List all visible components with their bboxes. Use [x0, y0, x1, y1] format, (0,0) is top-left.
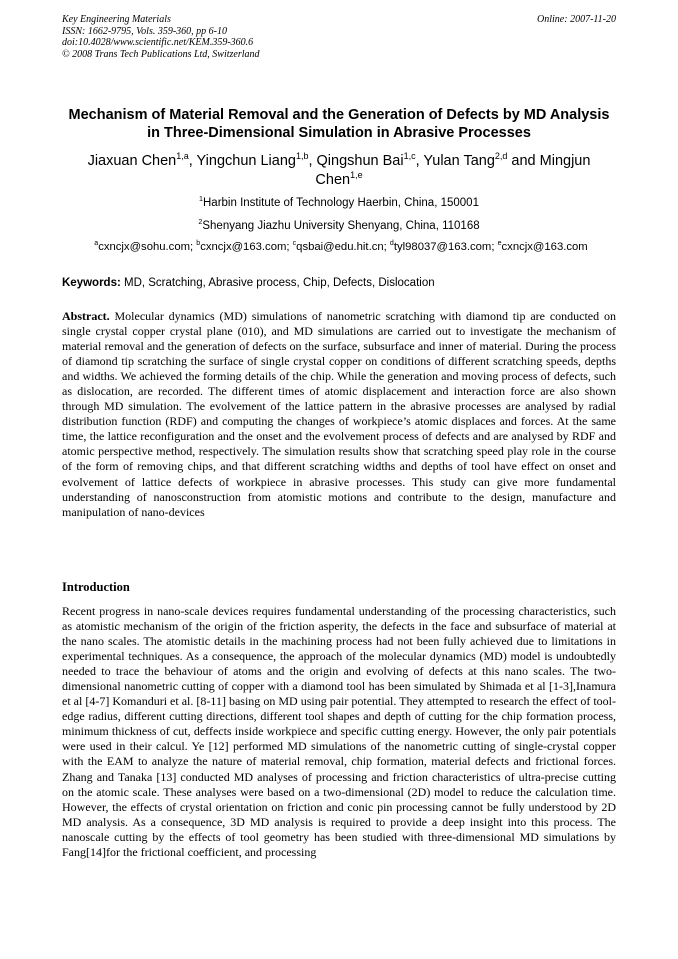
author-affiliation-mark: 2,d: [494, 151, 508, 162]
author-affiliation-mark: 1,a: [176, 151, 189, 162]
author-affiliation-mark: 1,c: [403, 151, 416, 162]
journal-name: Key Engineering Materials: [62, 14, 171, 25]
affiliation-text: Shenyang Jiazhu University Shenyang, China, 110168: [202, 220, 480, 232]
email-mark: a: [94, 240, 99, 248]
copyright-line: © 2008 Trans Tech Publications Ltd, Switzerland: [62, 48, 260, 60]
author: [197, 153, 317, 169]
email-address: cxncjx@163.com: [501, 241, 588, 253]
affiliation-mark: 2: [198, 218, 203, 227]
author: [317, 153, 424, 169]
author: [423, 153, 539, 169]
keywords-label: Keywords:: [62, 277, 121, 289]
keywords: [62, 276, 616, 290]
email-mark: c: [292, 240, 297, 248]
abstract: [62, 309, 616, 520]
email-address: tyl98037@163.com;: [393, 241, 498, 253]
abstract-text: Molecular dynamics (MD) simulations of nanometric scratching with diamond tip are conducted on single crystal copper crystal plane (010), and MD simulations are carried out to investigate the mechanism of material removal and the generation of defects on the surface, subsurface and inner of material. During the process of diamond tip scratching the surface of single crystal copper on conditions of different scratching speeds, depths and widths. We achieved the forming details of the chip. While the generation and moving process of defects, such as dislocation, are recorded. The different times of atomic displacement and interaction force are also shown through MD simulation. The evolvement of the lattice pattern in the abrasive processes are analysed by radial distribution function (RDF) and computing the changes of workpiece’s atomic displaces and forces. At the same time, the lattice reconfiguration and the onset and the evolvement process of defects and are analysed by RDF and atomic perspective method, respectively. The simulation results show that scratching speed play role in the course of the form of removing chips, and that different scratching widths and depths of tool have effect on onset and evolvement of lattice defects of workpiece in abrasive processes. This study can give more fundamental understanding of nanosconstruction from atomistic motions and contribute to the design, manufacture and manipulation of nano-devices: [62, 309, 616, 519]
author-name: Qingshun Bai: [316, 153, 404, 169]
author-name: Mingjun Chen: [315, 153, 591, 188]
introduction-body: Recent progress in nano-scale devices requires fundamental understanding of the processing characteristics, such as atomistic mechanism of the origin of the friction asperity, the defects in the face and subsurface of material at the nano scales. The atomistic details in the machining process had not been fully achieved due to limitations in experimental techniques. As a consequence, the approach of the molecular dynamics (MD) model is undoubtedly needed to trace the behaviour of atoms and the origin and evolving of defects at this nano scales. The two-dimensional nanometric cutting of copper with a diamond tool has been simulated by Shimada et al [1-3],Inamura et al [4-7] Komanduri et al. [8-11] basing on MD using pair potential. They attempted to research the effect of tool-edge radius, different cutting directions, different tool shapes and depth of cutting for the chip formation process, minimum thickness of cut, deffects inside workpiece and specific cutting energy. However, the only pair potentials were used in their calcul. Ye [12] performed MD simulations of the nanometric cutting of single-crystal copper with the EAM to analyze the nature of material removal, chip formation, material defects and frictional forces. Zhang and Tanaka [13] conducted MD analyses of processing and friction characteristics of ultra-precise cutting on the atomic scale. These analyses were based on a two-dimensional (2D) model to reduce the calculation time. However, the effects of crystal orientation on friction and conic pin processing cannot be fully understood by 2D MD analysis. As a consequence, 3D MD analysis is required to provide a deep insight into this process. The nanoscale cutting by the effects of tool geometry has been studied with three-dimensional MD simulations by Fang[14]for the frictional coefficient, and processing: [62, 604, 616, 859]
journal-header: [62, 14, 616, 60]
keywords-text: MD, Scratching, Abrasive process, Chip, Defects, Dislocation: [120, 277, 435, 289]
paper-title: Mechanism of Material Removal and the Generation of Defects by MD Analysis in Three-Dimensional Simulation in Abrasive Processes: [68, 107, 610, 141]
affiliation-2: [62, 219, 616, 233]
author: [88, 153, 197, 169]
author-list: [62, 152, 616, 190]
author-affiliation-mark: 1,b: [295, 151, 309, 162]
affiliation-text: Harbin Institute of Technology Haerbin, China, 150001: [203, 197, 479, 209]
abstract-label: Abstract.: [62, 309, 110, 323]
author-separator: ,: [188, 153, 197, 169]
email-address: qsbai@edu.hit.cn;: [296, 241, 390, 253]
author-name: Yingchun Liang: [196, 153, 296, 169]
email-mark: d: [389, 240, 394, 248]
author-separator: and: [507, 153, 540, 169]
section-heading-introduction: Introduction: [62, 580, 130, 594]
affiliation-mark: 1: [199, 195, 203, 204]
affiliation-1: [62, 196, 616, 210]
doi-line: doi:10.4028/www.scientific.net/KEM.359-360.6: [62, 37, 254, 48]
author-name: Jiaxuan Chen: [87, 153, 177, 169]
email-address: cxncjx@sohu.com;: [98, 241, 197, 253]
author-separator: ,: [415, 153, 424, 169]
author-emails: [60, 240, 622, 254]
online-date: Online: 2007-11-20: [537, 14, 616, 25]
author-affiliation-mark: 1,e: [350, 170, 363, 181]
email-mark: e: [497, 240, 502, 248]
issn-line: ISSN: 1662-9795, Vols. 359-360, pp 6-10: [62, 25, 227, 37]
email-address: cxncjx@163.com;: [200, 241, 293, 253]
email-mark: b: [196, 240, 201, 248]
author-separator: ,: [308, 153, 317, 169]
author-name: Yulan Tang: [423, 153, 495, 169]
